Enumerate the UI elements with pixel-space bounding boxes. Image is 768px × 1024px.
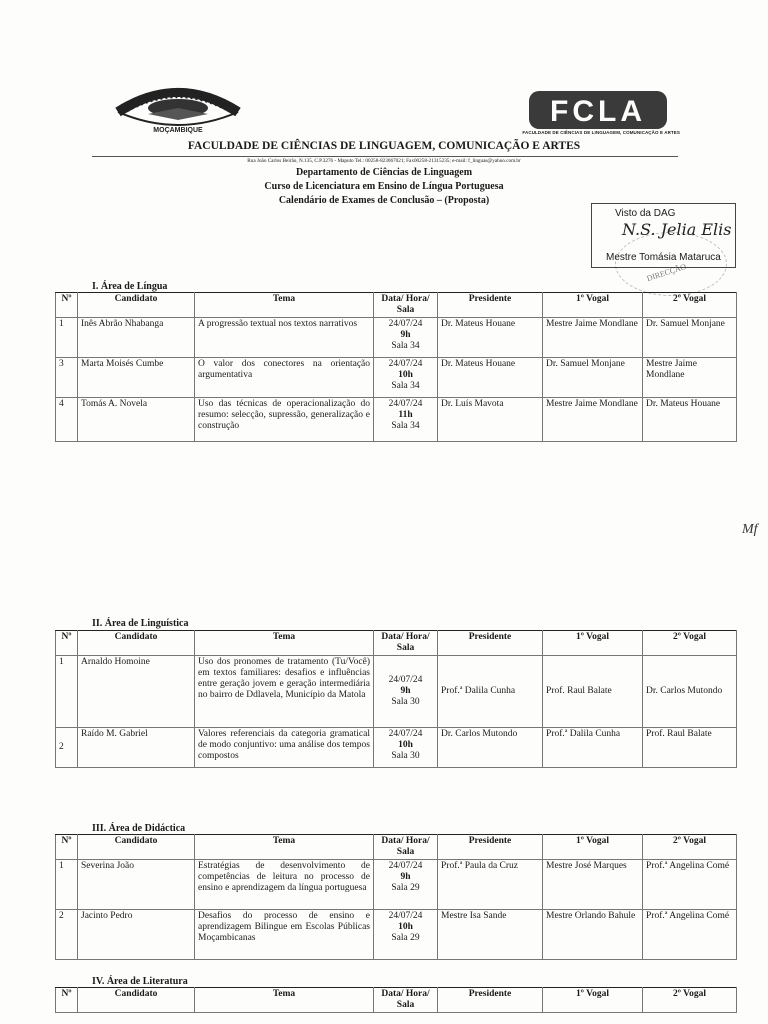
col-header-vogal1: 1º Vogal xyxy=(543,293,643,318)
row-date: 24/07/24 xyxy=(388,398,423,409)
row-candidate: Marta Moisés Cumbe xyxy=(78,357,195,397)
uni-logo-text: MOÇAMBIQUE xyxy=(153,127,203,134)
col-header-date: Data/ Hora/ Sala xyxy=(374,988,438,1013)
row-date: 24/07/24 xyxy=(388,728,423,739)
row-hour: 10h xyxy=(398,369,413,380)
row-schedule xyxy=(374,317,438,357)
row-hour: 9h xyxy=(400,685,411,696)
col-header-theme: Tema xyxy=(195,988,374,1013)
row-vogal1: Mestre José Marques xyxy=(543,859,643,909)
table-row xyxy=(56,909,737,959)
row-date: 24/07/24 xyxy=(388,860,423,871)
faculty-title: FACULDADE DE CIÊNCIAS DE LINGUAGEM, COMUNICAÇÃO E ARTES xyxy=(187,140,581,152)
col-header-vogal1: 1º Vogal xyxy=(543,631,643,656)
row-vogal2: Dr. Samuel Monjane xyxy=(643,317,737,357)
row-theme: Estratégias de desenvolvimento de competências de leitura no processo de ensino e aprendizagem da língua portuguesa xyxy=(195,859,374,909)
col-header-vogal2: 2º Vogal xyxy=(643,988,737,1013)
row-president: Dr. Mateus Houane xyxy=(438,357,543,397)
row-candidate: Arnaldo Homoine xyxy=(78,655,195,727)
row-theme: Uso dos pronomes de tratamento (Tu/Você) em textos familiares: desafios e influências entre geração jovem e geração intermediária no bairro de Ddlavela, Município da Matola xyxy=(195,655,374,727)
row-room: Sala 34 xyxy=(391,380,420,391)
col-header-president: Presidente xyxy=(438,293,543,318)
row-number: 1 xyxy=(56,859,78,909)
col-header-candidate: Candidato xyxy=(78,293,195,318)
exam-table-literatura xyxy=(55,987,737,1013)
col-header-theme: Tema xyxy=(195,835,374,860)
table-header-row xyxy=(56,835,737,860)
row-schedule xyxy=(374,859,438,909)
row-vogal2: Prof.ª Angelina Comé xyxy=(643,859,737,909)
row-president: Dr. Mateus Houane xyxy=(438,317,543,357)
row-number: 4 xyxy=(56,397,78,441)
section-title: I. Área de Língua xyxy=(92,281,168,292)
table-row xyxy=(56,317,737,357)
row-hour: 9h xyxy=(400,871,411,882)
department-title: Departamento de Ciências de Linguagem xyxy=(295,167,473,178)
row-candidate: Tomás A. Novela xyxy=(78,397,195,441)
row-number: 2 xyxy=(56,727,78,767)
row-president: Prof.ª Paula da Cruz xyxy=(438,859,543,909)
col-header-date: Data/ Hora/ Sala xyxy=(374,293,438,318)
row-candidate: Inês Abrão Nhabanga xyxy=(78,317,195,357)
section-title: IV. Área de Literatura xyxy=(92,976,188,987)
row-schedule xyxy=(374,909,438,959)
row-date: 24/07/24 xyxy=(388,318,423,329)
col-header-date: Data/ Hora/ Sala xyxy=(374,631,438,656)
row-vogal1: Dr. Samuel Monjane xyxy=(543,357,643,397)
fcla-logo xyxy=(528,90,668,130)
col-header-number: Nº xyxy=(56,293,78,318)
row-vogal2: Prof.ª Angelina Comé xyxy=(643,909,737,959)
row-number: 1 xyxy=(56,655,78,727)
row-candidate: Raído M. Gabriel xyxy=(78,727,195,767)
row-theme: A progressão textual nos textos narrativos xyxy=(195,317,374,357)
col-header-vogal1: 1º Vogal xyxy=(543,835,643,860)
table-row xyxy=(56,859,737,909)
col-header-vogal2: 2º Vogal xyxy=(643,835,737,860)
row-vogal1: Mestre Jaime Mondlane xyxy=(543,397,643,441)
table-header-row xyxy=(56,631,737,656)
table-row xyxy=(56,655,737,727)
exam-table-linguistica xyxy=(55,630,737,768)
col-header-president: Presidente xyxy=(438,631,543,656)
row-date: 24/07/24 xyxy=(388,674,423,685)
row-room: Sala 34 xyxy=(391,340,420,351)
fcla-subtitle: FACULDADE DE CIÊNCIAS DE LINGUAGEM, COMUNICAÇÃO E ARTES xyxy=(522,130,680,135)
col-header-theme: Tema xyxy=(195,293,374,318)
col-header-vogal1: 1º Vogal xyxy=(543,988,643,1013)
row-schedule xyxy=(374,655,438,727)
table-row xyxy=(56,397,737,441)
row-date: 24/07/24 xyxy=(388,358,423,369)
university-seal-logo xyxy=(108,78,248,144)
table-header-row xyxy=(56,293,737,318)
stamp-seal-word: DIRECÇÃO xyxy=(645,261,688,284)
row-theme: Desafios do processo de ensino e aprendizagem Bilingue em Escolas Públicas Moçambicanas xyxy=(195,909,374,959)
row-vogal2: Mestre Jaime Mondlane xyxy=(643,357,737,397)
fcla-logo-text: FCLA xyxy=(550,95,646,128)
row-date: 24/07/24 xyxy=(388,910,423,921)
exam-table-lingua xyxy=(55,292,737,442)
row-president: Dr. Carlos Mutondo xyxy=(438,727,543,767)
row-vogal1: Prof.ª Dalila Cunha xyxy=(543,727,643,767)
row-room: Sala 29 xyxy=(391,882,420,893)
row-theme: O valor dos conectores na orientação argumentativa xyxy=(195,357,374,397)
table-header-row xyxy=(56,988,737,1013)
row-schedule xyxy=(374,357,438,397)
course-title: Curso de Licenciatura em Ensino de Língua Portuguesa xyxy=(264,181,504,192)
row-hour: 9h xyxy=(400,329,411,340)
exam-table-didactica xyxy=(55,834,737,960)
col-header-president: Presidente xyxy=(438,835,543,860)
section-title: III. Área de Didáctica xyxy=(92,823,186,834)
row-vogal2: Dr. Carlos Mutondo xyxy=(643,655,737,727)
address-line: Rua João Carlos Beirão, N.135, C.P.3276 - Maputo Tel.: 00258-823067021; Fax00258-21315235; e-mail: f_linguas@yahoo.com.br xyxy=(247,158,521,164)
row-hour: 11h xyxy=(398,409,413,420)
row-number: 3 xyxy=(56,357,78,397)
table-row xyxy=(56,727,737,767)
row-schedule xyxy=(374,727,438,767)
row-president: Dr. Luís Mavota xyxy=(438,397,543,441)
row-candidate: Jacinto Pedro xyxy=(78,909,195,959)
row-theme: Uso das técnicas de operacionalização do resumo: selecção, supressão, generalização e construção xyxy=(195,397,374,441)
col-header-candidate: Candidato xyxy=(78,988,195,1013)
col-header-theme: Tema xyxy=(195,631,374,656)
row-vogal1: Prof. Raul Balate xyxy=(543,655,643,727)
row-number: 2 xyxy=(56,909,78,959)
col-header-number: Nº xyxy=(56,835,78,860)
row-hour: 10h xyxy=(398,739,413,750)
row-vogal1: Mestre Orlando Bahule xyxy=(543,909,643,959)
row-candidate: Severina João xyxy=(78,859,195,909)
col-header-vogal2: 2º Vogal xyxy=(643,631,737,656)
row-vogal2: Dr. Mateus Houane xyxy=(643,397,737,441)
row-vogal1: Mestre Jaime Mondlane xyxy=(543,317,643,357)
margin-initials: Mf xyxy=(742,522,758,537)
col-header-vogal2: 2º Vogal xyxy=(643,293,737,318)
col-header-date: Data/ Hora/ Sala xyxy=(374,835,438,860)
row-number: 1 xyxy=(56,317,78,357)
row-hour: 10h xyxy=(398,921,413,932)
row-vogal2: Prof. Raul Balate xyxy=(643,727,737,767)
section-title: II. Área de Linguística xyxy=(92,618,189,629)
col-header-candidate: Candidato xyxy=(78,835,195,860)
row-room: Sala 34 xyxy=(391,420,420,431)
col-header-candidate: Candidato xyxy=(78,631,195,656)
header-divider xyxy=(92,156,678,157)
approval-label: Visto da DAG xyxy=(615,208,676,219)
row-president: Mestre Isa Sande xyxy=(438,909,543,959)
table-row xyxy=(56,357,737,397)
row-room: Sala 29 xyxy=(391,932,420,943)
col-header-number: Nº xyxy=(56,988,78,1013)
approval-signer: Mestre Tomásia Mataruca xyxy=(606,252,721,263)
row-room: Sala 30 xyxy=(391,696,420,707)
col-header-number: Nº xyxy=(56,631,78,656)
row-theme: Valores referenciais da categoria gramatical de modo conjuntivo: uma análise dos tempos compostos xyxy=(195,727,374,767)
row-schedule xyxy=(374,397,438,441)
row-president: Prof.ª Dalila Cunha xyxy=(438,655,543,727)
row-room: Sala 30 xyxy=(391,750,420,761)
approval-signature: N.S. Jelia Elis xyxy=(622,220,732,239)
calendar-title: Calendário de Exames de Conclusão – (Proposta) xyxy=(278,195,490,206)
col-header-president: Presidente xyxy=(438,988,543,1013)
